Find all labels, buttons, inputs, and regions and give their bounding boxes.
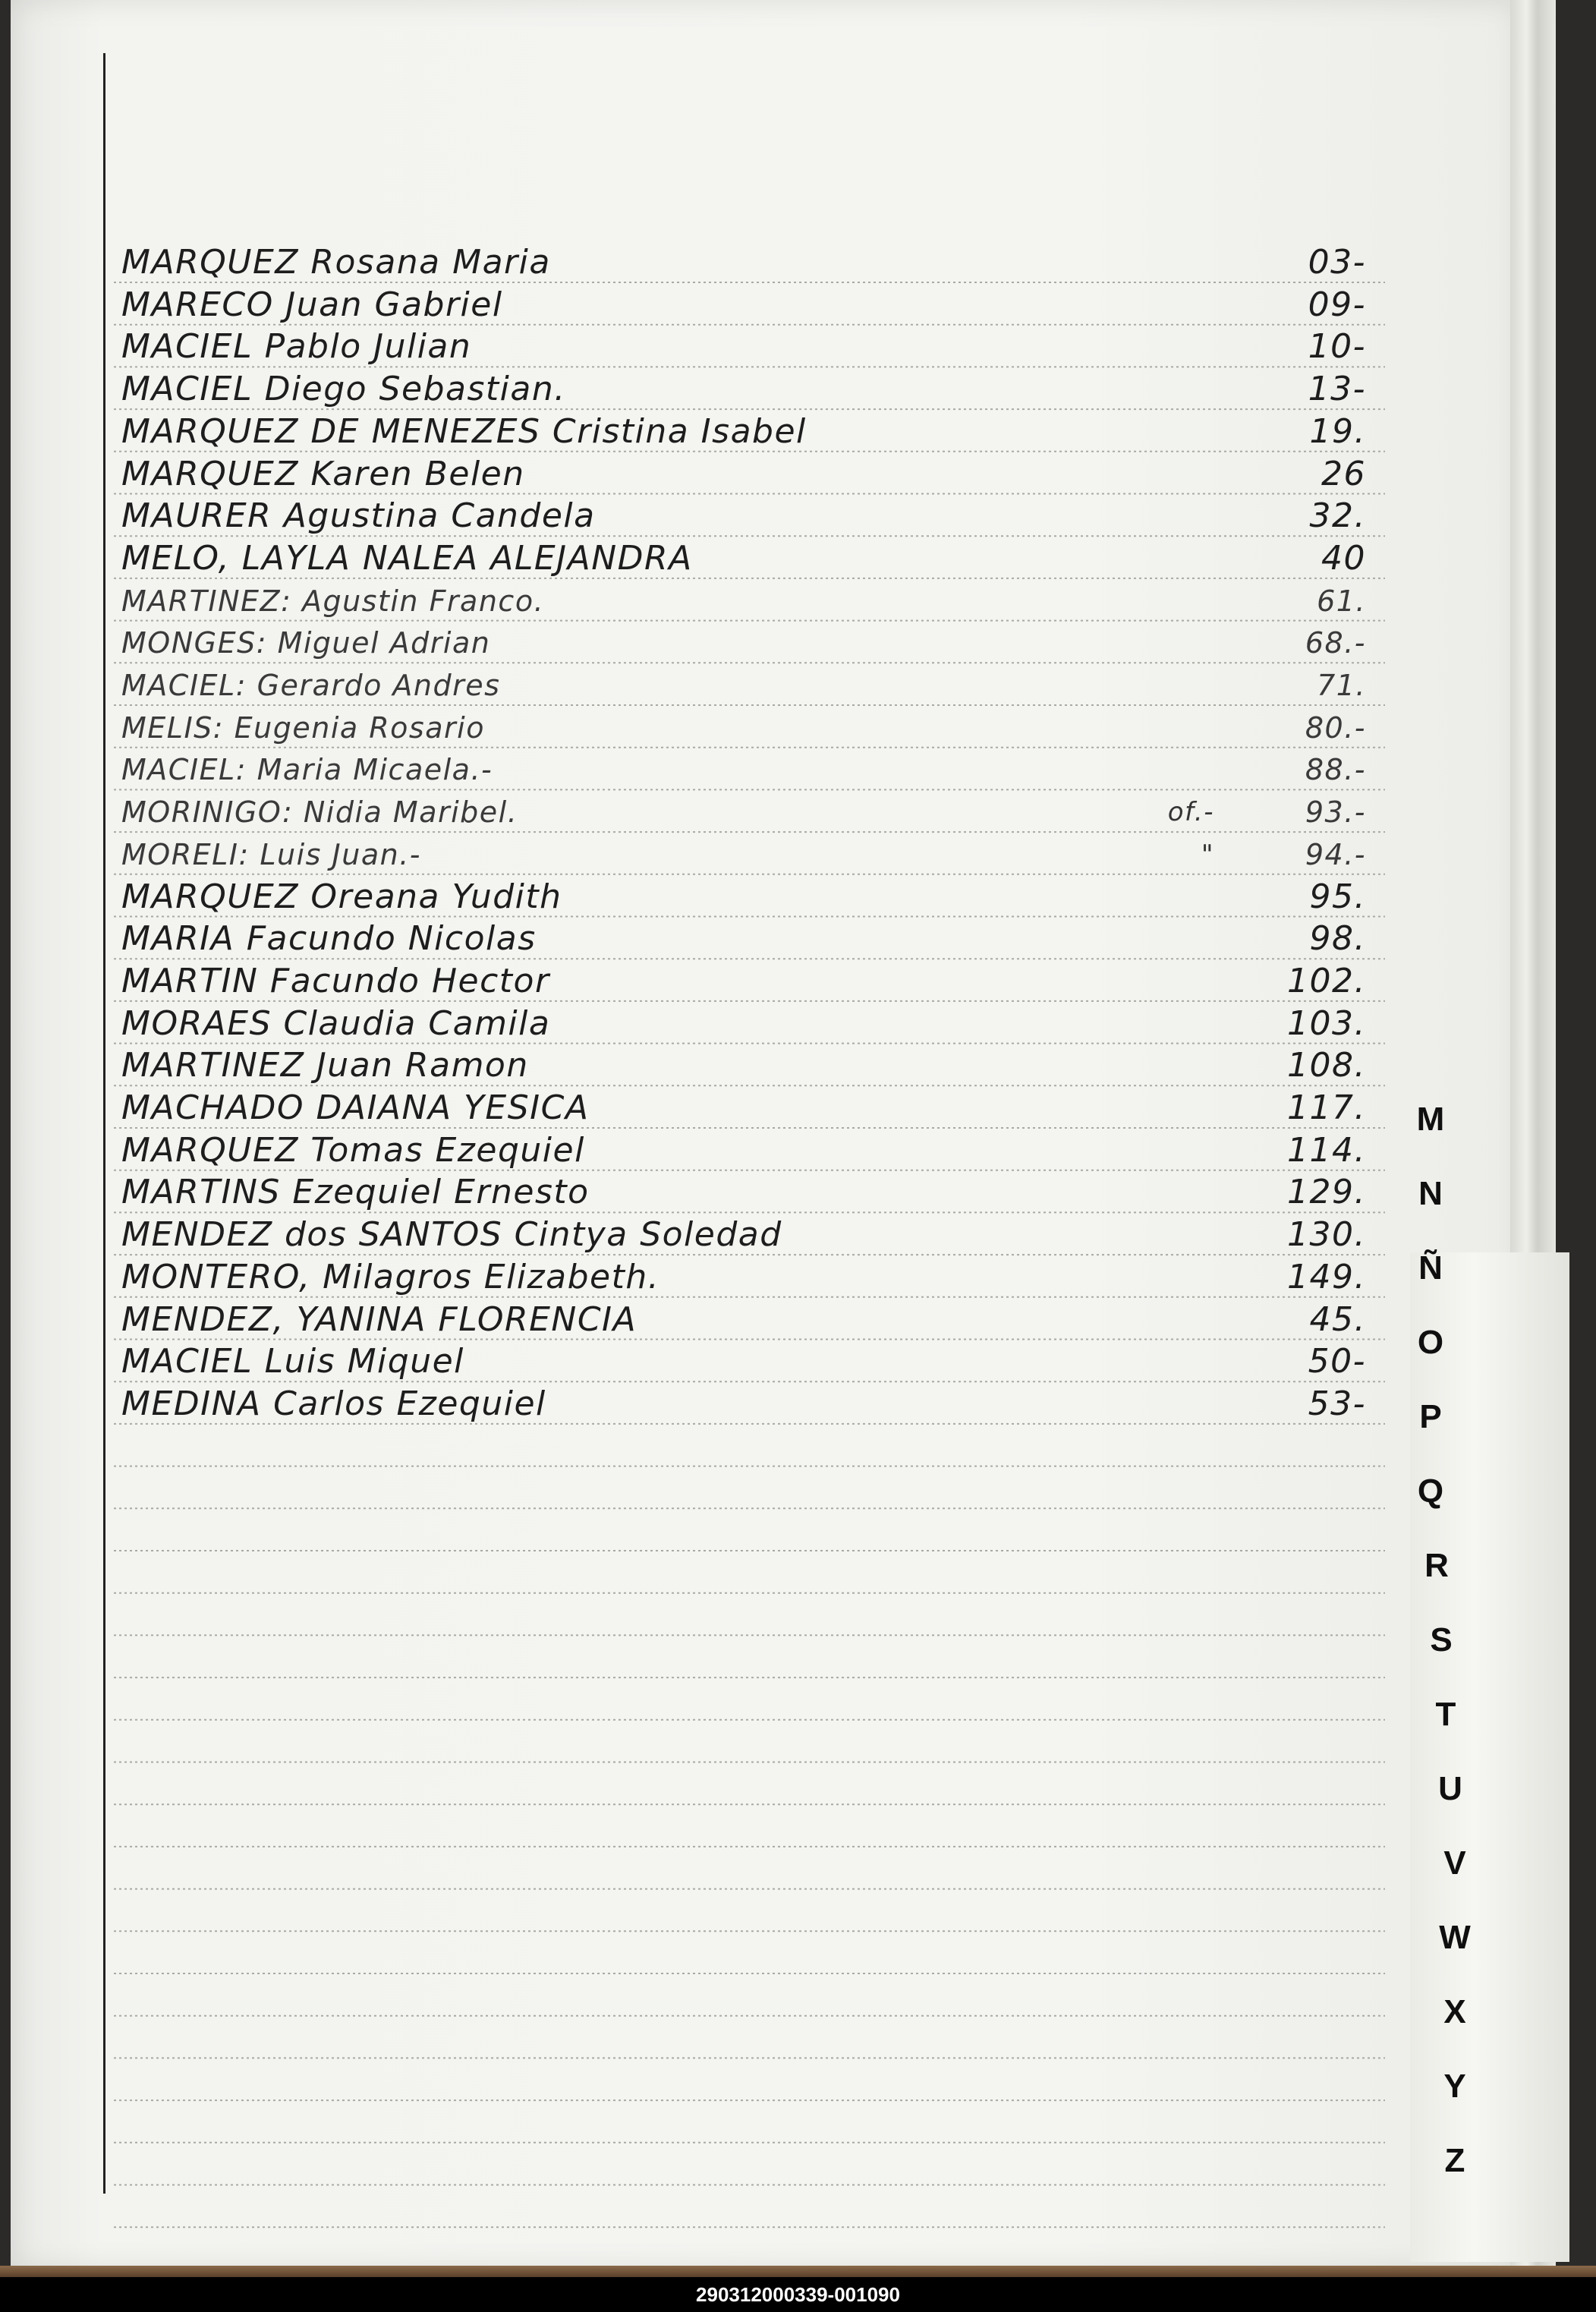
entry-name: MARTINEZ: Agustin Franco. <box>121 584 545 618</box>
entry-number: 71. <box>1317 669 1366 702</box>
entry-number: 80.- <box>1305 710 1366 745</box>
ledger-entry <box>121 792 1366 832</box>
ledger-entry <box>121 877 1366 917</box>
entry-number: 93.- <box>1305 795 1366 830</box>
entry-number: 94.- <box>1305 837 1366 871</box>
entry-name: MARQUEZ DE MENEZES Cristina Isabel <box>121 411 807 451</box>
ledger-entry <box>121 666 1366 705</box>
ledger-entry <box>121 370 1366 409</box>
entry-number: 50- <box>1308 1342 1366 1381</box>
ledger-entry <box>121 1173 1366 1212</box>
entry-name: MACHADO DAIANA YESICA <box>121 1088 590 1127</box>
entry-name: MACIEL: Maria Micaela.- <box>121 753 493 787</box>
entry-number: 117. <box>1287 1088 1366 1127</box>
index-tab-letter[interactable]: Z <box>1444 2142 1465 2179</box>
entry-number: 95. <box>1309 877 1366 916</box>
entry-number: 114. <box>1287 1130 1366 1170</box>
index-tab-letter[interactable]: O <box>1417 1324 1444 1361</box>
entry-number: 98. <box>1309 919 1366 959</box>
index-tab-letter[interactable]: T <box>1435 1696 1456 1733</box>
entry-number: 32. <box>1309 496 1366 536</box>
entry-name: MARTINS Ezequiel Ernesto <box>121 1173 590 1212</box>
entry-note: " <box>1201 839 1214 870</box>
entry-name: MARIA Facundo Nicolas <box>121 919 537 959</box>
ledger-entry <box>121 1131 1366 1170</box>
entry-name: MORAES Claudia Camila <box>121 1003 551 1043</box>
ledger-entry <box>121 1300 1366 1340</box>
entry-number: 09- <box>1308 285 1366 324</box>
entry-name: MONGES: Miguel Adrian <box>121 626 491 660</box>
entry-name: MACIEL Diego Sebastian. <box>121 370 566 409</box>
entry-number: 19. <box>1309 411 1366 451</box>
ledger-entry <box>121 327 1366 367</box>
entry-number: 129. <box>1287 1173 1366 1212</box>
ledger-entry <box>121 1004 1366 1044</box>
margin-rule <box>103 53 105 2194</box>
entry-number: 68.- <box>1305 626 1366 660</box>
entry-number: 45. <box>1309 1299 1366 1339</box>
ledger-entry <box>121 962 1366 1001</box>
alphabet-index-tabs <box>1408 1101 1510 2194</box>
ledger-entry <box>121 708 1366 748</box>
ledger-entry <box>121 750 1366 789</box>
ledger-entry <box>121 623 1366 663</box>
entry-name: MARQUEZ Karen Belen <box>121 454 525 493</box>
index-tab-letter[interactable]: R <box>1424 1547 1449 1584</box>
ledger-entry <box>121 1215 1366 1255</box>
ledger-entry <box>121 1384 1366 1424</box>
entry-name: MONTERO, Milagros Elizabeth. <box>121 1257 660 1296</box>
entry-name: MACIEL: Gerardo Andres <box>121 669 501 702</box>
index-tab-letter[interactable]: Ñ <box>1418 1249 1443 1287</box>
index-tab-letter[interactable]: M <box>1416 1101 1445 1138</box>
entry-number: 10- <box>1308 327 1366 367</box>
ledger-entry <box>121 412 1366 452</box>
index-tab-letter[interactable]: S <box>1430 1621 1453 1658</box>
entry-number: 102. <box>1287 961 1366 1000</box>
index-tab-letter[interactable]: Y <box>1443 2068 1466 2105</box>
index-tab-letter[interactable]: V <box>1443 1844 1466 1882</box>
index-tab-letter[interactable]: U <box>1438 1770 1462 1807</box>
ledger-entry <box>121 1258 1366 1297</box>
index-tab-letter[interactable]: W <box>1439 1919 1471 1956</box>
ledger-entry <box>121 243 1366 282</box>
ledger-entry <box>121 455 1366 494</box>
entry-number: 40 <box>1321 538 1366 578</box>
entry-name: MORINIGO: Nidia Maribel. <box>121 795 518 830</box>
ledger-entry <box>121 285 1366 325</box>
entry-number: 108. <box>1287 1046 1366 1085</box>
entry-number: 130. <box>1287 1215 1366 1255</box>
ledger-entry <box>121 539 1366 578</box>
entry-name: MENDEZ dos SANTOS Cintya Soledad <box>121 1215 782 1255</box>
entry-name: MARQUEZ Tomas Ezequiel <box>121 1130 585 1170</box>
entry-name: MELO, LAYLA NALEA ALEJANDRA <box>121 538 693 578</box>
entry-number: 88.- <box>1305 753 1366 787</box>
entry-number: 13- <box>1308 370 1366 409</box>
entry-note: of.- <box>1167 797 1214 828</box>
archive-code-footer <box>0 2277 1596 2312</box>
entry-name: MACIEL Pablo Julian <box>121 327 472 367</box>
entry-number: 103. <box>1287 1003 1366 1043</box>
ledger-entry <box>121 919 1366 959</box>
ledger-entry <box>121 581 1366 621</box>
entry-name: MARECO Juan Gabriel <box>121 285 503 324</box>
ledger-entry <box>121 1088 1366 1128</box>
entry-name: MENDEZ, YANINA FLORENCIA <box>121 1299 637 1339</box>
entry-name: MELIS: Eugenia Rosario <box>121 710 485 745</box>
index-tab-letter[interactable]: Q <box>1417 1473 1444 1510</box>
index-tab-letter[interactable]: N <box>1418 1175 1443 1212</box>
ledger-entry <box>121 496 1366 536</box>
ledger-entry <box>121 835 1366 874</box>
entry-name: MAURER Agustina Candela <box>121 496 596 536</box>
entry-number: 03- <box>1308 243 1366 282</box>
entry-number: 149. <box>1287 1257 1366 1296</box>
entry-name: MARQUEZ Rosana Maria <box>121 243 551 282</box>
index-tab-letter[interactable]: P <box>1419 1398 1442 1435</box>
entry-name: MARQUEZ Oreana Yudith <box>121 877 562 916</box>
cover-edge <box>0 2266 1596 2277</box>
entry-number: 53- <box>1308 1384 1366 1423</box>
archive-code: 290312000339-001090 <box>696 2283 900 2306</box>
entry-name: MARTINEZ Juan Ramon <box>121 1046 529 1085</box>
entry-name: MEDINA Carlos Ezequiel <box>121 1384 546 1423</box>
entry-name: MORELI: Luis Juan.- <box>121 837 422 871</box>
index-tab-letter[interactable]: X <box>1443 1993 1466 2030</box>
ledger-entry <box>121 1342 1366 1381</box>
entry-number: 61. <box>1317 584 1366 618</box>
entry-number: 26 <box>1321 454 1366 493</box>
entry-name: MARTIN Facundo Hector <box>121 961 550 1000</box>
ledger-entry <box>121 1046 1366 1085</box>
entry-name: MACIEL Luis Miquel <box>121 1342 464 1381</box>
